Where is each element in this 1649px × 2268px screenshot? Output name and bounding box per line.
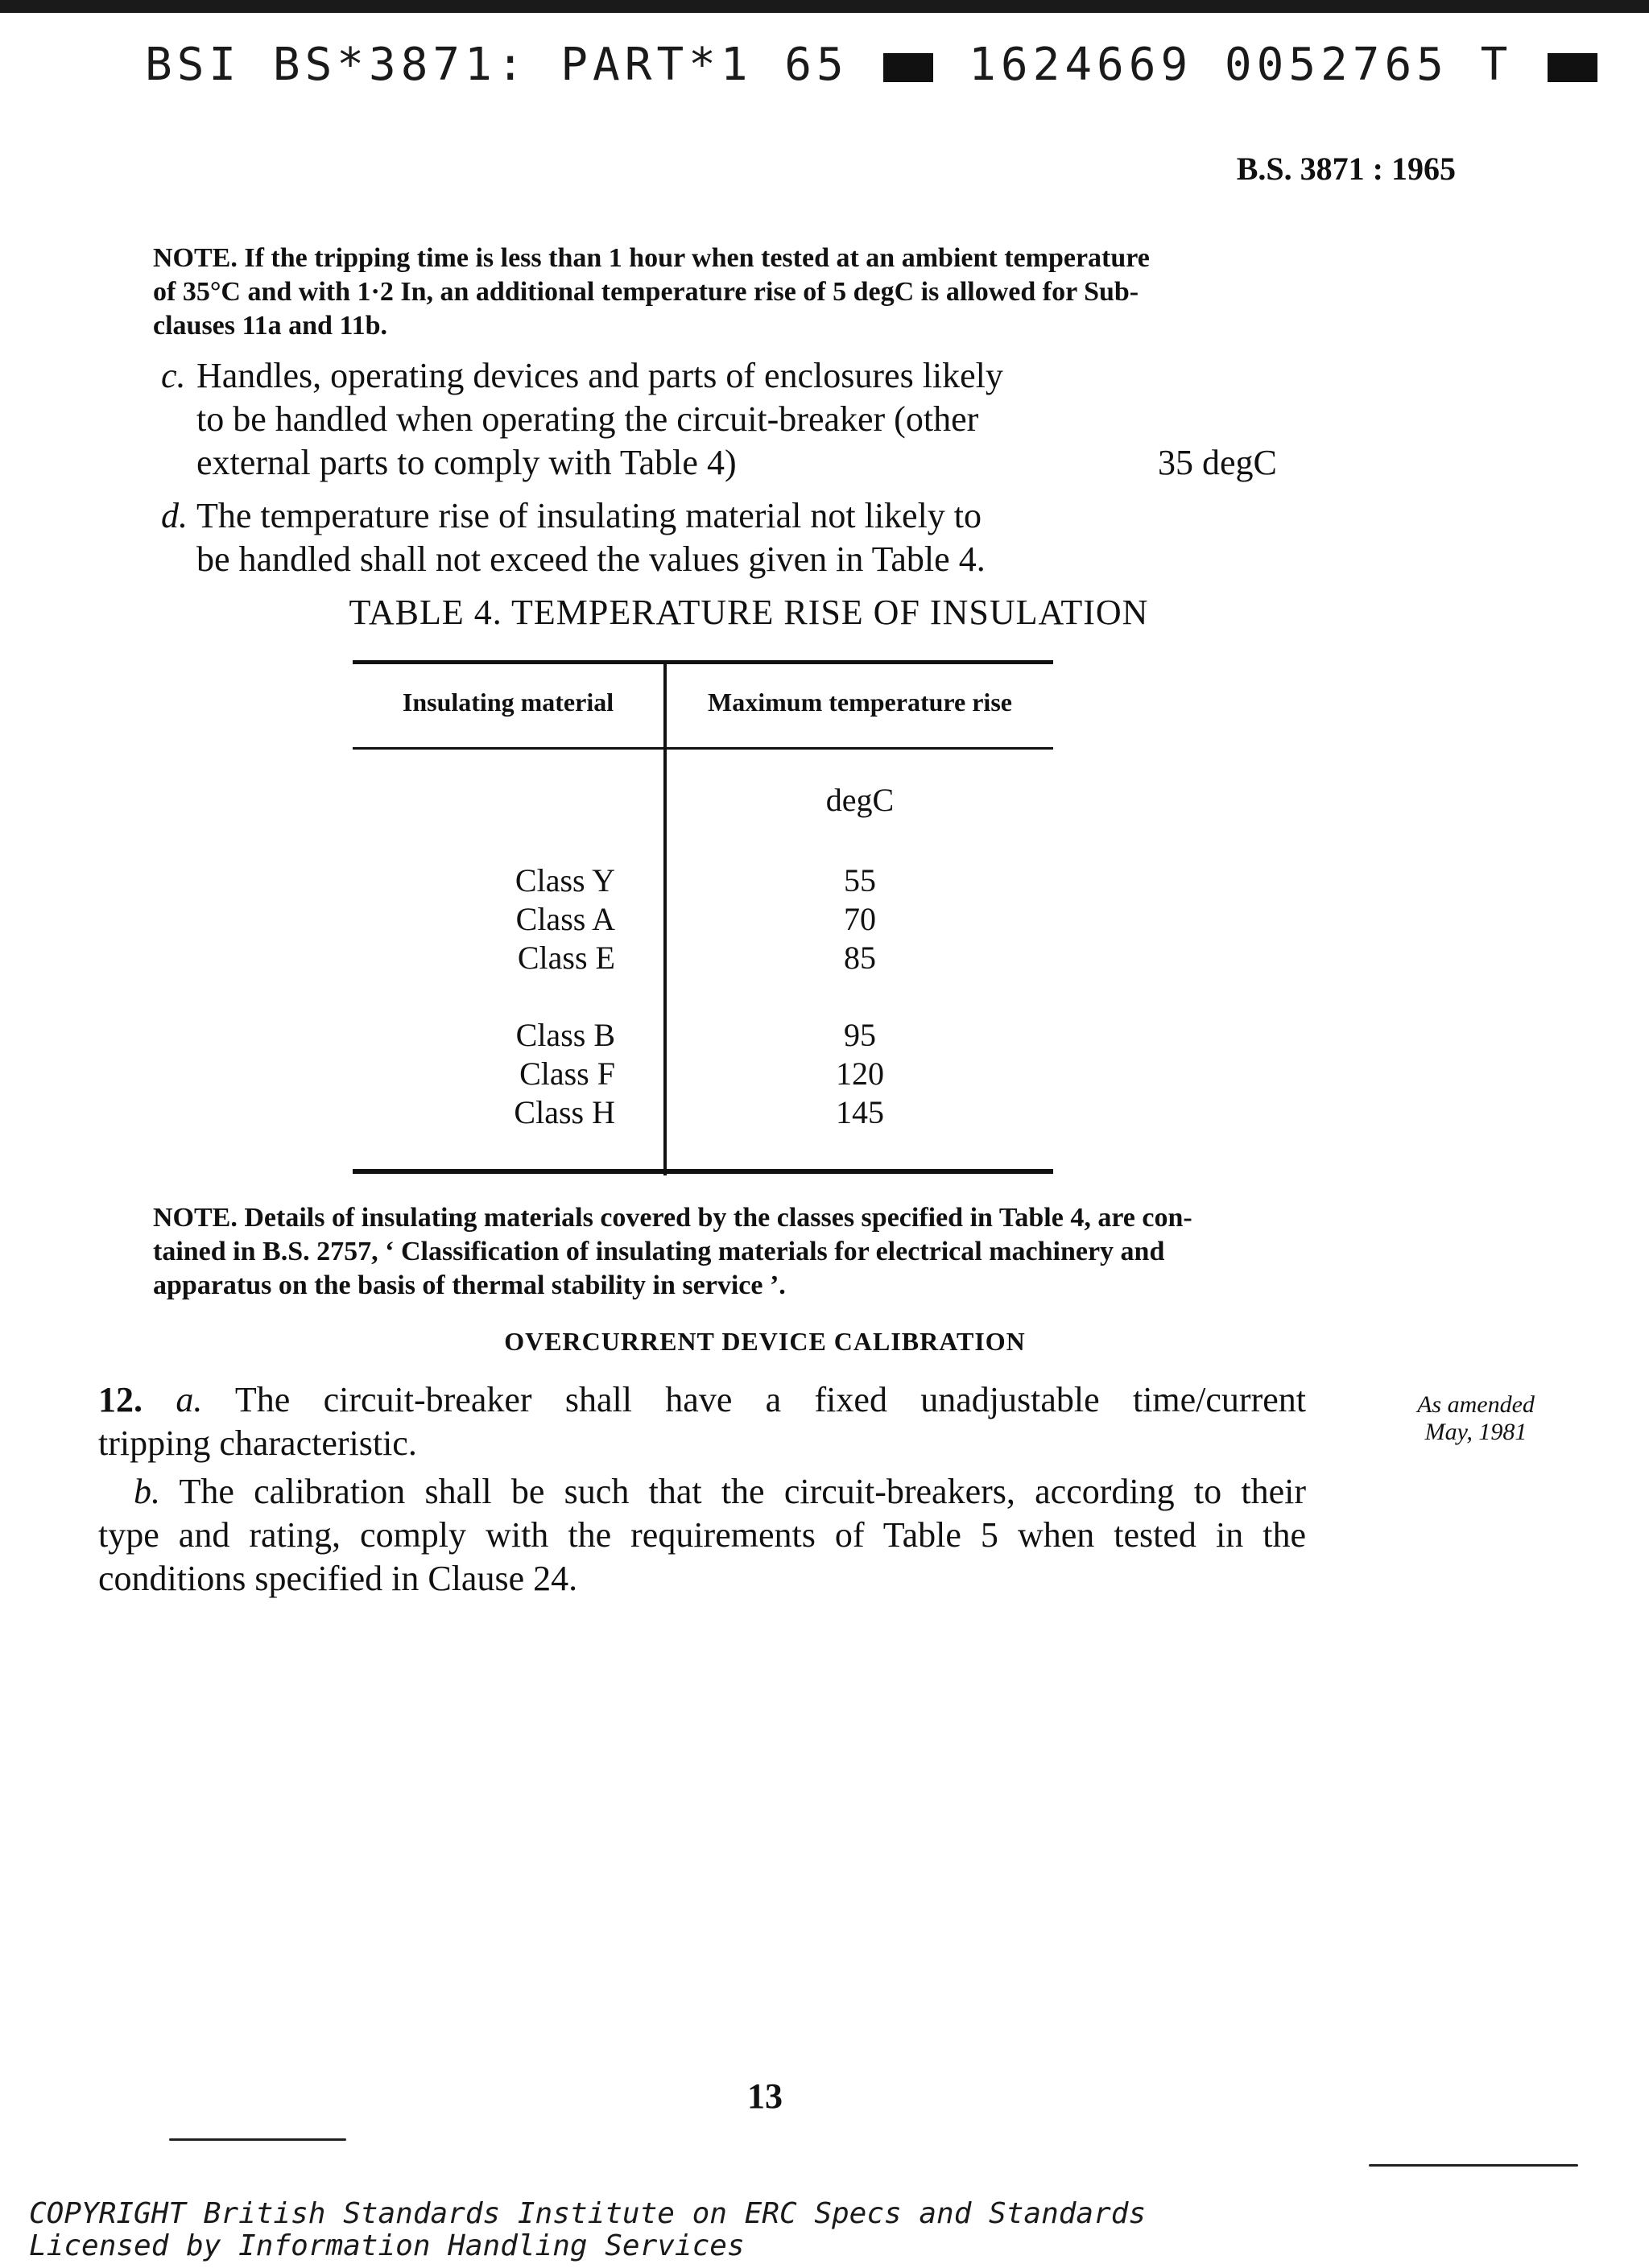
item-d [161,494,1079,581]
clause-12b [98,1470,1306,1601]
table-row-material: Class F [519,1056,615,1092]
clause-number: 12. [98,1380,143,1419]
table-row-material: Class H [514,1094,615,1130]
clause-text: The circuit-breaker shall have a fixed unadjustable time/current [234,1380,1306,1419]
clause-text: tripping characteristic. [98,1423,417,1463]
table-row-value: 70 [844,901,876,937]
clause-text: The calibration shall be such that the circuit-breakers, according to their [179,1472,1306,1511]
table-row-material: Class Y [515,862,615,899]
clause-letter: a. [176,1380,203,1419]
item-c-value: 35 degC [1158,443,1277,482]
document-code-header [145,39,1513,91]
item-line: Handles, operating devices and parts of enclosures likely [196,356,1003,395]
amendment-margin-note [1407,1391,1544,1446]
redaction-block [883,53,933,82]
clause-12a [98,1378,1306,1465]
unit-label: degC [825,782,895,818]
redaction-block [1548,53,1597,82]
table-row-value: 55 [844,862,876,899]
table-row-value: 120 [836,1056,884,1092]
item-letter: c. [161,356,186,395]
decorative-stroke [169,2138,346,2141]
footer-license: Licensed by Information Handling Services [29,2229,745,2262]
note-line: of 35°C and with 1·2 In, an additional temperature rise of 5 degC is allowed for Sub- [153,277,1139,307]
margin-note-line: May, 1981 [1424,1419,1527,1445]
item-c [161,354,1079,485]
item-letter: d. [161,496,188,535]
note-insulating-materials [153,1201,1312,1303]
col-header-max-rise: Maximum temperature rise [708,688,1012,717]
table-row-material: Class A [515,901,615,937]
note-line: apparatus on the basis of thermal stability in service ’. [153,1270,786,1300]
standard-reference: B.S. 3871 : 1965 [1236,151,1456,187]
clause-text: type and rating, comply with the requirements of Table 5 when tested in the [98,1515,1306,1555]
col-header-material: Insulating material [402,688,614,717]
note-line: NOTE. Details of insulating materials covered by the classes specified in Table 4, are con- [153,1203,1192,1233]
table-row-value: 95 [844,1017,876,1053]
note-line: clauses 11a and 11b. [153,311,387,341]
table-header-rule [353,747,1053,750]
top-border-line [0,0,1649,13]
header-code-part-2: 1624669 0052765 T [969,39,1513,91]
table-title: TABLE 4. TEMPERATURE RISE OF INSULATION [349,593,1149,632]
margin-note-line: As amended [1417,1391,1535,1418]
clause-letter: b. [134,1472,160,1511]
section-heading: OVERCURRENT DEVICE CALIBRATION [504,1327,1026,1356]
header-code-part-1: BSI BS*3871: PART*1 65 [145,39,849,91]
note-tripping-time [153,242,1312,343]
decorative-stroke [1369,2164,1578,2167]
item-line: to be handled when operating the circuit-breaker (other [196,399,979,439]
table-row-material: Class B [515,1017,615,1053]
table-bottom-rule [353,1169,1053,1174]
table-top-rule [353,660,1053,664]
note-line: tained in B.S. 2757, ‘ Classification of insulating materials for electrical machinery and [153,1237,1165,1266]
clause-text: conditions specified in Clause 24. [98,1559,578,1598]
footer-copyright: COPYRIGHT British Standards Institute on ERC Specs and Standards [29,2197,1147,2230]
note-line: NOTE. If the tripping time is less than 1 hour when tested at an ambient temperature [153,243,1150,273]
page-number: 13 [747,2076,783,2116]
temperature-table [353,660,1053,1175]
table-row-value: 145 [836,1094,884,1130]
item-line: The temperature rise of insulating material not likely to [196,496,982,535]
table-row-value: 85 [844,940,876,976]
table-row-material: Class E [517,940,615,976]
item-line: be handled shall not exceed the values given in Table 4. [196,539,986,579]
item-line: external parts to comply with Table 4) [196,443,737,482]
